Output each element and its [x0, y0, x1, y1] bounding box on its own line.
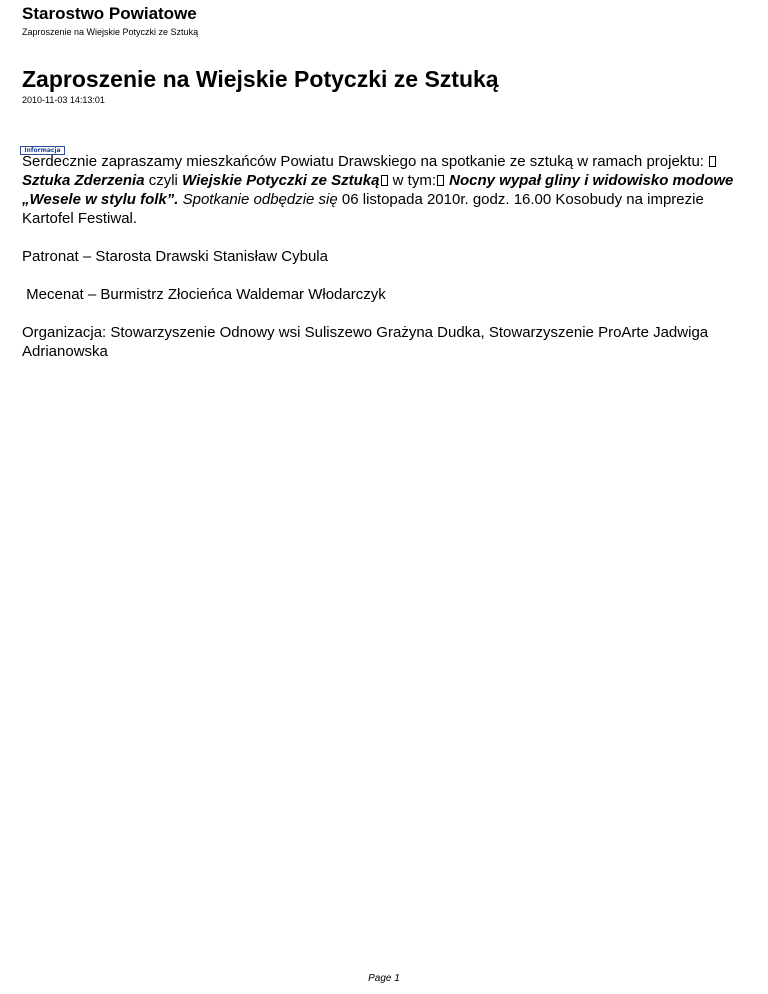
site-title: Starostwo Powiatowe — [22, 4, 197, 23]
missing-glyph-icon — [437, 175, 444, 186]
lead-text-5: w tym: — [388, 172, 436, 189]
missing-glyph-icon — [381, 175, 388, 186]
project-name: Sztuka Zderzenia — [22, 172, 145, 189]
mecenat-paragraph: Mecenat – Burmistrz Złocieńca Waldemar Włodarczyk — [22, 286, 386, 303]
missing-glyph-icon — [709, 156, 716, 167]
lead-text-8: 06 listopada 2010r. godz. 16.00 Kosobudy na imprezie Kartofel Festiwal. — [22, 191, 704, 227]
organizacja-paragraph: Organizacja: Stowarzyszenie Odnowy wsi Suliszewo Grażyna Dudka, Stowarzyszenie ProArte Jadwiga Adrianowska — [22, 324, 709, 360]
breadcrumb: Zaproszenie na Wiejskie Potyczki ze Sztuką — [22, 27, 199, 37]
lead-text-3: czyli — [144, 172, 183, 189]
event-name: Wiejskie Potyczki ze Sztuką — [182, 172, 380, 189]
lead-paragraph — [22, 152, 752, 228]
article-date: 2010-11-03 14:13:01 — [22, 95, 105, 105]
info-badge-icon: Informacja — [20, 146, 65, 155]
page-number: Page 1 — [368, 973, 400, 984]
patronat-paragraph: Patronat – Starosta Drawski Stanisław Cybula — [22, 248, 328, 265]
lead-text-1: Serdecznie zapraszamy mieszkańców Powiatu Drawskiego na spotkanie ze sztuką w ramach projektu: — [22, 153, 709, 170]
page-title: Zaproszenie na Wiejskie Potyczki ze Sztuką — [22, 66, 499, 92]
lead-text-7: Spotkanie odbędzie się — [178, 191, 338, 208]
article-body — [22, 152, 752, 380]
event-details: Nocny wypał gliny i widowisko modowe „Wesele w stylu folk”. — [22, 172, 734, 208]
